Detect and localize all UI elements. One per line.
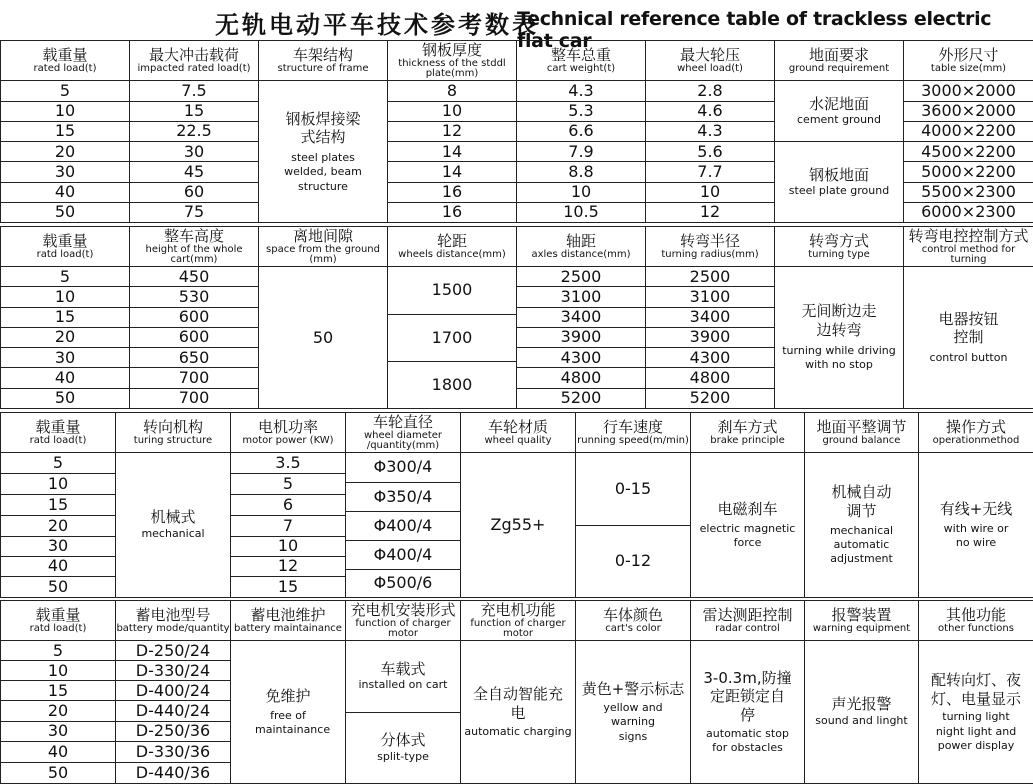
impact-cell: 22.5 [130,121,259,141]
impact-cell: 15 [130,101,259,121]
maint-cell: 免维护 free of maintainance [231,641,346,784]
column-header [346,601,461,641]
material-cell: Zg55+ [461,453,576,598]
column-header [904,227,1033,267]
column-header-en: rated load(t) [1,64,129,74]
wheels-subtable [388,267,516,408]
height-cell: 600 [130,307,259,327]
column-header [130,41,259,81]
load-cell: 50 [1,202,130,222]
column-header [576,413,691,453]
column-header-en: function of charger motor [461,619,575,639]
column-header [691,413,805,453]
column-header [691,601,805,641]
column-header-en: cart weight(t) [517,64,645,74]
column-header-zh: 转弯方式 [775,234,903,249]
column-header-zh: 操作方式 [919,420,1033,435]
height-cell: 530 [130,287,259,307]
column-header [1,227,130,267]
column-header-zh: 转向机构 [116,420,230,435]
column-header [231,601,346,641]
diameter-value: Φ400/4 [346,511,460,540]
column-header-zh: 蓄电池维护 [231,608,345,623]
load-cell: 20 [1,142,130,162]
mount-cell [346,641,461,784]
battery-cell: D-440/24 [116,701,231,721]
column-header-en: battery mode/quantity [116,624,230,634]
weight-cell: 8.8 [517,162,646,182]
axles-cell: 3400 [517,307,646,327]
power-cell: 15 [231,576,346,597]
wheel-load-cell: 2.8 [646,81,775,101]
radius-cell: 3400 [646,307,775,327]
power-cell: 7 [231,516,346,536]
wheels-cell [388,267,517,409]
column-header-zh: 整车总重 [517,48,645,63]
plate-cell: 8 [388,81,517,101]
speed-subtable [576,453,690,597]
column-header-zh: 最大轮压 [646,48,774,63]
radius-cell: 4300 [646,348,775,368]
power-cell: 6 [231,495,346,516]
other-cell: 配转向灯、夜灯、电量显示 turning light night light and power display [919,641,1033,784]
plate-cell: 16 [388,182,517,202]
diameter-subtable [346,453,460,597]
load-cell: 40 [1,368,130,388]
diameter-value: Φ400/4 [346,540,460,569]
column-header [775,227,904,267]
impact-cell: 75 [130,202,259,222]
column-header [388,41,517,81]
load-cell: 30 [1,348,130,368]
column-header-en: running speed(m/min) [576,436,690,446]
wheel-load-cell: 4.6 [646,101,775,121]
column-header-en: ground requirement [775,64,903,74]
load-cell: 10 [1,474,116,495]
size-cell: 3600×2000 [904,101,1033,121]
column-header-en: height of the whole cart(mm) [130,245,258,265]
column-header-zh: 轴距 [517,234,645,249]
load-cell: 40 [1,556,116,576]
column-header-zh: 车轮材质 [461,420,575,435]
column-header-en: thickness of the stddl plate(mm) [388,59,516,79]
battery-cell: D-440/36 [116,762,231,783]
load-cell: 5 [1,267,130,287]
ground-cement-cell: 水泥地面 cement ground [775,81,904,142]
balance-cell: 机械自动调节 mechanical automatic adjustment [805,453,919,598]
column-header-en: cart's color [576,624,690,634]
radius-cell: 2500 [646,267,775,287]
column-header-zh: 地面平整调节 [805,420,918,435]
radar-cell: 3-0.3m,防撞定距锁定自停 automatic stop for obstacles [691,641,805,784]
column-header [517,41,646,81]
power-cell: 12 [231,556,346,576]
load-cell: 40 [1,741,116,762]
battery-cell: D-250/36 [116,721,231,741]
load-cell: 15 [1,121,130,141]
weight-cell: 4.3 [517,81,646,101]
height-cell: 600 [130,327,259,347]
speed-value: 0-15 [576,453,690,525]
column-header-zh: 蓄电池型号 [116,608,230,623]
load-cell: 50 [1,576,116,597]
column-header-zh: 地面要求 [775,48,903,63]
column-header [231,413,346,453]
color-cell: 黄色+警示标志 yellow and warning signs [576,641,691,784]
column-header [388,227,517,267]
table-load-frame [0,40,1033,223]
column-header [116,413,231,453]
header-row [1,413,1033,453]
column-header-en: wheels distance(mm) [388,250,516,260]
impact-cell: 30 [130,142,259,162]
column-header [805,413,919,453]
height-cell: 450 [130,267,259,287]
title-en: Technical reference table of trackless electric flat car [517,8,1033,52]
wheels-value: 1800 [388,361,516,408]
column-header-zh: 钢板厚度 [388,43,516,58]
alarm-cell: 声光报警 sound and linght [805,641,919,784]
height-cell: 700 [130,368,259,388]
load-cell: 20 [1,701,116,721]
column-header [130,227,259,267]
column-header-zh: 整车高度 [130,229,258,244]
weight-cell: 6.6 [517,121,646,141]
column-header-zh: 载重量 [1,234,129,249]
power-cell: 5 [231,474,346,495]
column-header-zh: 充电机功能 [461,603,575,618]
brake-cell: 电磁刹车 electric magnetic force [691,453,805,598]
title-bar [0,0,1033,38]
battery-cell: D-400/24 [116,681,231,701]
size-cell: 4000×2200 [904,121,1033,141]
column-header-en: space from the ground (mm) [259,245,387,265]
frame-cell: 钢板焊接梁式结构 steel plates welded, beam structure [259,81,388,223]
column-header-en: warning equipment [805,624,918,634]
column-header [919,413,1033,453]
weight-cell: 5.3 [517,101,646,121]
column-header-en: battery maintainance [231,624,345,634]
battery-cell: D-250/24 [116,641,231,661]
column-header-zh: 报警装置 [805,608,918,623]
column-header-en: axles distance(mm) [517,250,645,260]
plate-cell: 14 [388,142,517,162]
wheel-load-cell: 10 [646,182,775,202]
wheel-load-cell: 7.7 [646,162,775,182]
load-cell: 10 [1,287,130,307]
column-header-zh: 载重量 [1,608,115,623]
column-header-en: operationmethod [919,436,1033,446]
diameter-value: Φ350/4 [346,482,460,511]
header-row [1,601,1033,641]
column-header [646,41,775,81]
column-header-zh: 充电机安装形式 [346,603,460,618]
load-cell: 50 [1,762,116,783]
column-header [116,601,231,641]
table-drive [0,412,1033,598]
weight-cell: 7.9 [517,142,646,162]
column-header-zh: 转弯半径 [646,234,774,249]
column-header-en: structure of frame [259,64,387,74]
wheels-value: 1500 [388,267,516,314]
size-cell: 3000×2000 [904,81,1033,101]
size-cell: 5500×2300 [904,182,1033,202]
load-cell: 15 [1,495,116,516]
column-header [805,601,919,641]
height-cell: 650 [130,348,259,368]
column-header [775,41,904,81]
axles-cell: 4300 [517,348,646,368]
column-header-zh: 车体颜色 [576,608,690,623]
axles-cell: 3900 [517,327,646,347]
load-cell: 50 [1,388,130,408]
wheel-load-cell: 5.6 [646,142,775,162]
charger-cell: 全自动智能充电 automatic charging [461,641,576,784]
size-cell: 4500×2200 [904,142,1033,162]
radius-cell: 4800 [646,368,775,388]
radius-cell: 5200 [646,388,775,408]
load-cell: 30 [1,162,130,182]
column-header [1,41,130,81]
impact-cell: 7.5 [130,81,259,101]
column-header-en: table size(mm) [904,64,1033,74]
column-header-en: turning radius(mm) [646,250,774,260]
mount-subtable [346,641,460,783]
column-header [461,413,576,453]
column-header [919,601,1033,641]
column-header-en: turing structure [116,436,230,446]
speed-cell [576,453,691,598]
column-header [576,601,691,641]
column-header-zh: 行车速度 [576,420,690,435]
column-header-en: ratd load(t) [1,624,115,634]
size-cell: 6000×2300 [904,202,1033,222]
column-header-zh: 载重量 [1,420,115,435]
axles-cell: 3100 [517,287,646,307]
weight-cell: 10.5 [517,202,646,222]
mount-cart-cell: 车载式 installed on cart [346,641,460,712]
column-header [646,227,775,267]
column-header-zh: 刹车方式 [691,420,804,435]
load-cell: 20 [1,516,116,536]
column-header [346,413,461,453]
speed-value: 0-12 [576,525,690,597]
column-header-en: wheel diameter /quantity(mm) [346,431,460,451]
load-cell: 40 [1,182,130,202]
wheels-value: 1700 [388,314,516,361]
header-row [1,41,1033,81]
size-cell: 5000×2200 [904,162,1033,182]
load-cell: 5 [1,641,116,661]
plate-cell: 16 [388,202,517,222]
radius-cell: 3900 [646,327,775,347]
axles-cell: 5200 [517,388,646,408]
column-header-en: ratd load(t) [1,250,129,260]
column-header-zh: 其他功能 [919,608,1033,623]
column-header-en: function of charger motor [346,619,460,639]
table-dimensions [0,226,1033,409]
column-header-en: impacted rated load(t) [130,64,258,74]
axles-cell: 4800 [517,368,646,388]
turning-type-cell: 无间断边走边转弯 turning while driving with no stop [775,267,904,409]
power-cell: 3.5 [231,453,346,474]
radius-cell: 3100 [646,287,775,307]
ground-steel-cell: 钢板地面 steel plate ground [775,142,904,223]
plate-cell: 14 [388,162,517,182]
header-row [1,227,1033,267]
load-cell: 15 [1,681,116,701]
column-header-zh: 车架结构 [259,48,387,63]
clearance-cell: 50 [259,267,388,409]
weight-cell: 10 [517,182,646,202]
plate-cell: 12 [388,121,517,141]
load-cell: 20 [1,327,130,347]
battery-cell: D-330/24 [116,661,231,681]
load-cell: 30 [1,536,116,556]
plate-cell: 10 [388,101,517,121]
column-header [259,41,388,81]
power-cell: 10 [231,536,346,556]
column-header-zh: 轮距 [388,234,516,249]
height-cell: 700 [130,388,259,408]
column-header [517,227,646,267]
control-cell: 电器按钮控制 control button [904,267,1033,409]
column-header-zh: 外形尺寸 [904,48,1033,63]
load-cell: 5 [1,453,116,474]
wheel-load-cell: 12 [646,202,775,222]
column-header-en: ground balance [805,436,918,446]
wheel-load-cell: 4.3 [646,121,775,141]
column-header-en: wheel quality [461,436,575,446]
load-cell: 15 [1,307,130,327]
column-header-zh: 电机功率 [231,420,345,435]
column-header-zh: 载重量 [1,48,129,63]
column-header-zh: 转弯电控控制方式 [904,229,1033,244]
column-header-zh: 车轮直径 [346,415,460,430]
diameter-cell [346,453,461,598]
diameter-value: Φ300/4 [346,453,460,482]
impact-cell: 45 [130,162,259,182]
load-cell: 5 [1,81,130,101]
column-header-zh: 雷达测距控制 [691,608,804,623]
column-header [259,227,388,267]
impact-cell: 60 [130,182,259,202]
load-cell: 10 [1,661,116,681]
diameter-value: Φ500/6 [346,569,460,597]
column-header-en: ratd load(t) [1,436,115,446]
column-header-zh: 离地间隙 [259,229,387,244]
steering-cell: 机械式 mechanical [116,453,231,598]
load-cell: 10 [1,101,130,121]
column-header-zh: 最大冲击载荷 [130,48,258,63]
column-header [904,41,1033,81]
title-zh: 无轨电动平车技术参考数表 [215,5,539,40]
column-header-en: other functions [919,624,1033,634]
operation-cell: 有线+无线 with wire or no wire [919,453,1033,598]
column-header [1,601,116,641]
column-header-en: brake principle [691,436,804,446]
column-header [461,601,576,641]
column-header [1,413,116,453]
load-cell: 30 [1,721,116,741]
axles-cell: 2500 [517,267,646,287]
column-header-en: wheel load(t) [646,64,774,74]
column-header-en: radar control [691,624,804,634]
column-header-en: control method for turning [904,245,1033,265]
column-header-en: turning type [775,250,903,260]
column-header-en: motor power (KW) [231,436,345,446]
mount-split-cell: 分体式 split-type [346,712,460,783]
battery-cell: D-330/36 [116,741,231,762]
table-battery [0,600,1033,784]
